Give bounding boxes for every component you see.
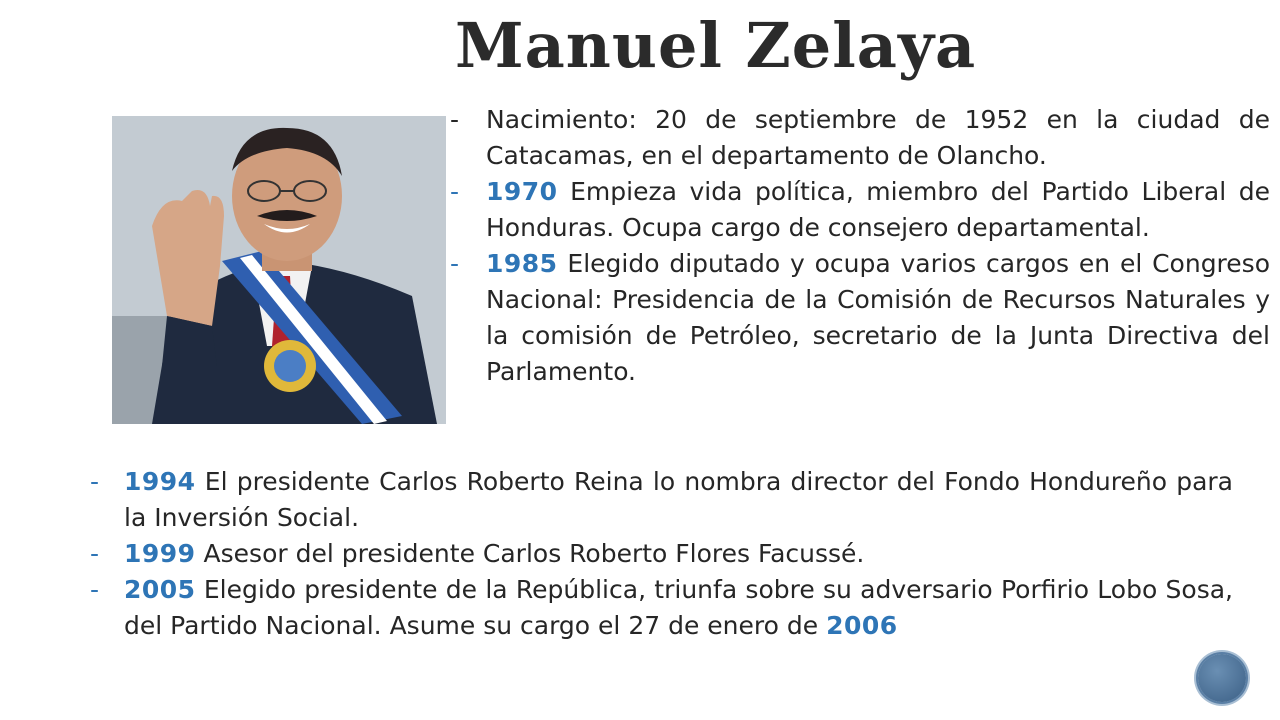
- item-text: Elegido presidente de la República, triunfa sobre su adversario Porfirio Lobo Sosa, del Partido Nacional. Asume su cargo el 27 de enero de: [124, 575, 1233, 640]
- slide-nav-button[interactable]: [1198, 654, 1246, 702]
- item-year: 2005: [124, 575, 196, 604]
- portrait-photo: [112, 116, 446, 424]
- list-item: [450, 246, 1270, 390]
- slide-title: Manuel Zelaya: [455, 9, 977, 82]
- list-item: [90, 536, 1233, 572]
- bullet-dash: -: [90, 539, 100, 568]
- item-year: 1994: [124, 467, 196, 496]
- bullet-dash: -: [90, 575, 100, 604]
- item-year: 1970: [486, 177, 558, 206]
- bullet-dash: -: [450, 249, 460, 278]
- list-item: [90, 464, 1233, 536]
- item-text: Nacimiento: 20 de septiembre de 1952 en la ciudad de Catacamas, en el departamento de Olancho.: [486, 105, 1270, 170]
- biography-list-lower: [90, 464, 1233, 644]
- item-text: Elegido diputado y ocupa varios cargos en el Congreso Nacional: Presidencia de la Comisión de Recursos Naturales y la comisión de Petróleo, secretario de la Junta Directiva del Parlamento.: [486, 249, 1270, 386]
- item-year: 1999: [124, 539, 196, 568]
- item-text: Asesor del presidente Carlos Roberto Flores Facussé.: [195, 539, 865, 568]
- item-year-end: 2006: [826, 611, 898, 640]
- list-item: [450, 102, 1270, 174]
- portrait-illustration: [112, 116, 446, 424]
- item-year: 1985: [486, 249, 558, 278]
- item-text: El presidente Carlos Roberto Reina lo nombra director del Fondo Hondureño para la Inversión Social.: [124, 467, 1233, 532]
- list-item: [90, 572, 1233, 644]
- bullet-dash: -: [450, 105, 460, 134]
- bullet-dash: -: [90, 467, 100, 496]
- item-text: Empieza vida política, miembro del Partido Liberal de Honduras. Ocupa cargo de consejero departamental.: [486, 177, 1270, 242]
- list-item: [450, 174, 1270, 246]
- biography-list-upper: [450, 102, 1270, 390]
- bullet-dash: -: [450, 177, 460, 206]
